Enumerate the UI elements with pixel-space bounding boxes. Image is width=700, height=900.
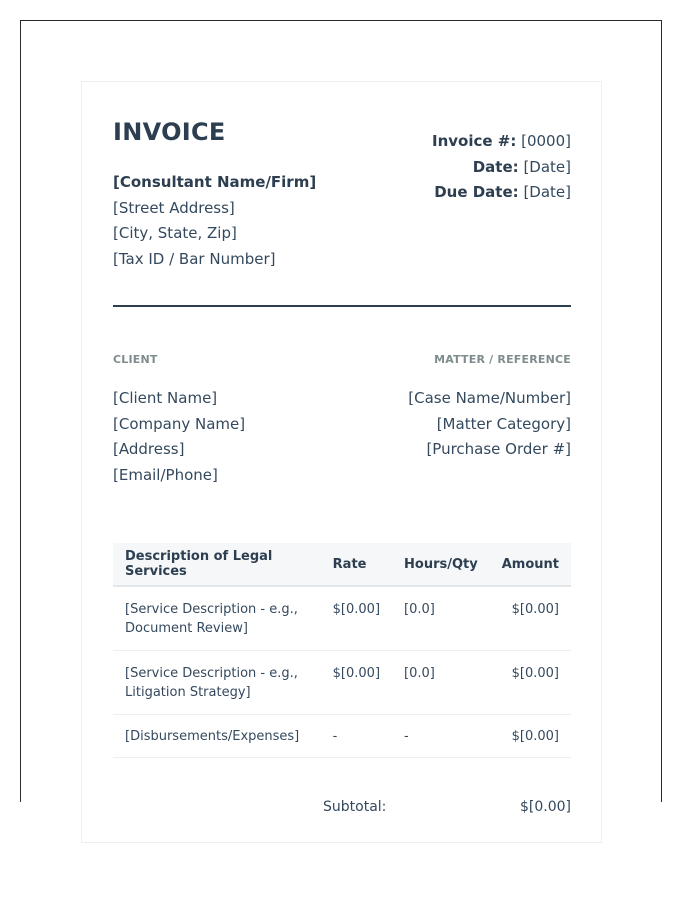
row-description: [Service Description - e.g., Document Review] — [113, 586, 321, 651]
table-row — [113, 586, 571, 651]
subtotal-label: Subtotal: — [323, 799, 387, 815]
table-header-row — [113, 543, 571, 586]
row-amount: $[0.00] — [490, 651, 571, 715]
subtotal-row — [113, 799, 571, 819]
consultant-street: [Street Address] — [113, 198, 235, 217]
invoice-meta — [432, 129, 571, 206]
header-rate: Rate — [321, 543, 392, 586]
row-amount: $[0.00] — [490, 715, 571, 758]
row-rate: $[0.00] — [321, 651, 392, 715]
services-table — [113, 543, 571, 758]
invoice-number-label: Invoice #: — [431, 132, 517, 150]
row-amount: $[0.00] — [490, 586, 571, 651]
invoice-sheet — [81, 81, 602, 843]
invoice-date-line — [432, 155, 571, 181]
matter-case: [Case Name/Number] — [408, 389, 571, 407]
table-row — [113, 651, 571, 715]
matter-block — [408, 386, 571, 463]
row-qty: [0.0] — [392, 651, 490, 715]
header-hours: Hours/Qty — [392, 543, 490, 586]
subtotal-value: $[0.00] — [519, 799, 571, 815]
invoice-number-line — [432, 129, 571, 155]
row-rate: $[0.00] — [321, 586, 392, 651]
invoice-date-value: [Date] — [523, 157, 571, 176]
consultant-name: [Consultant Name/Firm] — [113, 173, 317, 191]
header-amount: Amount — [490, 543, 571, 586]
row-description: [Service Description - e.g., Litigation Strategy] — [113, 651, 321, 715]
row-rate: - — [321, 715, 392, 758]
header-divider — [113, 305, 571, 307]
invoice-date-label: Date: — [472, 157, 519, 176]
client-label: CLIENT — [113, 353, 158, 366]
client-address: [Address] — [113, 440, 185, 459]
client-contact: [Email/Phone] — [113, 466, 218, 485]
row-description: [Disbursements/Expenses] — [113, 715, 321, 758]
matter-category: [Matter Category] — [436, 414, 571, 433]
consultant-city: [City, State, Zip] — [113, 224, 237, 243]
table-row — [113, 715, 571, 758]
client-block — [113, 386, 245, 489]
invoice-number-value: [0000] — [521, 132, 571, 150]
row-qty: - — [392, 715, 490, 758]
client-company: [Company Name] — [113, 414, 246, 433]
invoice-title: INVOICE — [113, 118, 226, 146]
due-date-value: [Date] — [523, 183, 571, 202]
header-description: Description of Legal Services — [113, 543, 321, 586]
document-frame — [20, 20, 662, 815]
matter-po: [Purchase Order #] — [426, 440, 571, 459]
consultant-block — [113, 170, 316, 273]
row-qty: [0.0] — [392, 586, 490, 651]
consultant-tax-id: [Tax ID / Bar Number] — [113, 250, 276, 269]
client-name: [Client Name] — [113, 389, 218, 407]
due-date-label: Due Date: — [434, 183, 519, 202]
matter-label: MATTER / REFERENCE — [434, 353, 571, 366]
due-date-line — [432, 180, 571, 206]
